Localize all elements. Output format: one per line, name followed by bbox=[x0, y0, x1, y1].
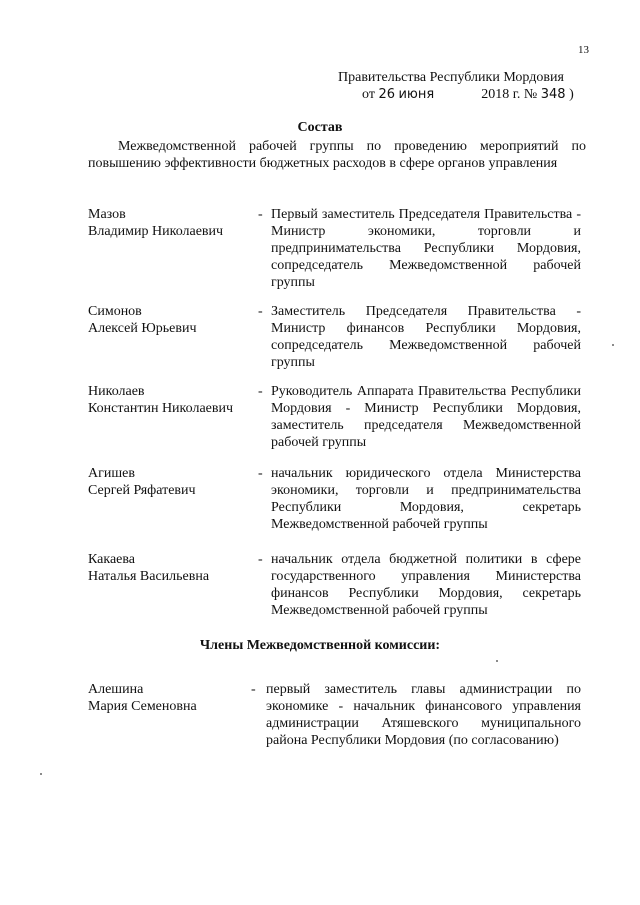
member-role: Заместитель Председателя Правительства - Министр финансов Республики Мордовия, сопредседатель Межведомственной рабочей группы bbox=[271, 304, 581, 370]
member-name: Симонов Алексей Юрьевич bbox=[88, 304, 197, 336]
header-date-day: 26 bbox=[378, 87, 395, 102]
member-dash: - bbox=[258, 384, 263, 399]
scan-speck bbox=[496, 660, 498, 662]
member-name: Алешина Мария Семеновна bbox=[88, 682, 197, 714]
member-role: Руководитель Аппарата Правительства Республики Мордовия - Министр Республики Мордовия, заместитель председателя Межведомственной рабочей группы bbox=[271, 384, 581, 450]
header-date-prefix: от bbox=[362, 87, 375, 102]
member-dash: - bbox=[258, 207, 263, 222]
header-organization: Правительства Республики Мордовия bbox=[338, 70, 564, 85]
member-role: начальник отдела бюджетной политики в сфере государственного управления Министерства финансов Республики Мордовия, секретарь Межведомственной рабочей группы bbox=[271, 552, 581, 618]
header-date-line bbox=[362, 87, 574, 103]
scan-speck bbox=[40, 773, 42, 775]
header-date-number: 348 bbox=[540, 87, 566, 102]
commission-heading: Члены Межведомственной комиссии: bbox=[199, 638, 441, 653]
member-name: Мазов Владимир Николаевич bbox=[88, 207, 224, 239]
scan-speck bbox=[612, 344, 614, 346]
header-date-year: 2018 г. № bbox=[481, 87, 538, 102]
page-number: 13 bbox=[578, 44, 589, 56]
member-dash: - bbox=[251, 682, 256, 697]
header-date-close: ) bbox=[569, 87, 574, 102]
member-role: первый заместитель главы администрации по экономике - начальник финансового управления администрации Атяшевского муниципального района Республики Мордовия (по согласованию) bbox=[266, 682, 581, 748]
document-subtitle: Межведомственной рабочей группы по проведению мероприятий по повышению эффективности бюджетных расходов в сфере органов управления bbox=[88, 139, 586, 171]
member-dash: - bbox=[258, 552, 263, 567]
member-name: Агишев Сергей Ряфатевич bbox=[88, 466, 196, 498]
member-dash: - bbox=[258, 304, 263, 319]
header-date-month: июня bbox=[398, 87, 435, 102]
member-name: Николаев Константин Николаевич bbox=[88, 384, 234, 416]
member-dash: - bbox=[258, 466, 263, 481]
member-name: Какаева Наталья Васильевна bbox=[88, 552, 210, 584]
member-role: начальник юридического отдела Министерства экономики, торговли и предпринимательства Республики Мордовия, секретарь Межведомственной рабочей группы bbox=[271, 466, 581, 532]
member-role: Первый заместитель Председателя Правительства - Министр экономики, торговли и предпринимательства Республики Мордовия, сопредседатель Межведомственной рабочей группы bbox=[271, 207, 581, 290]
document-title: Состав bbox=[297, 120, 343, 135]
